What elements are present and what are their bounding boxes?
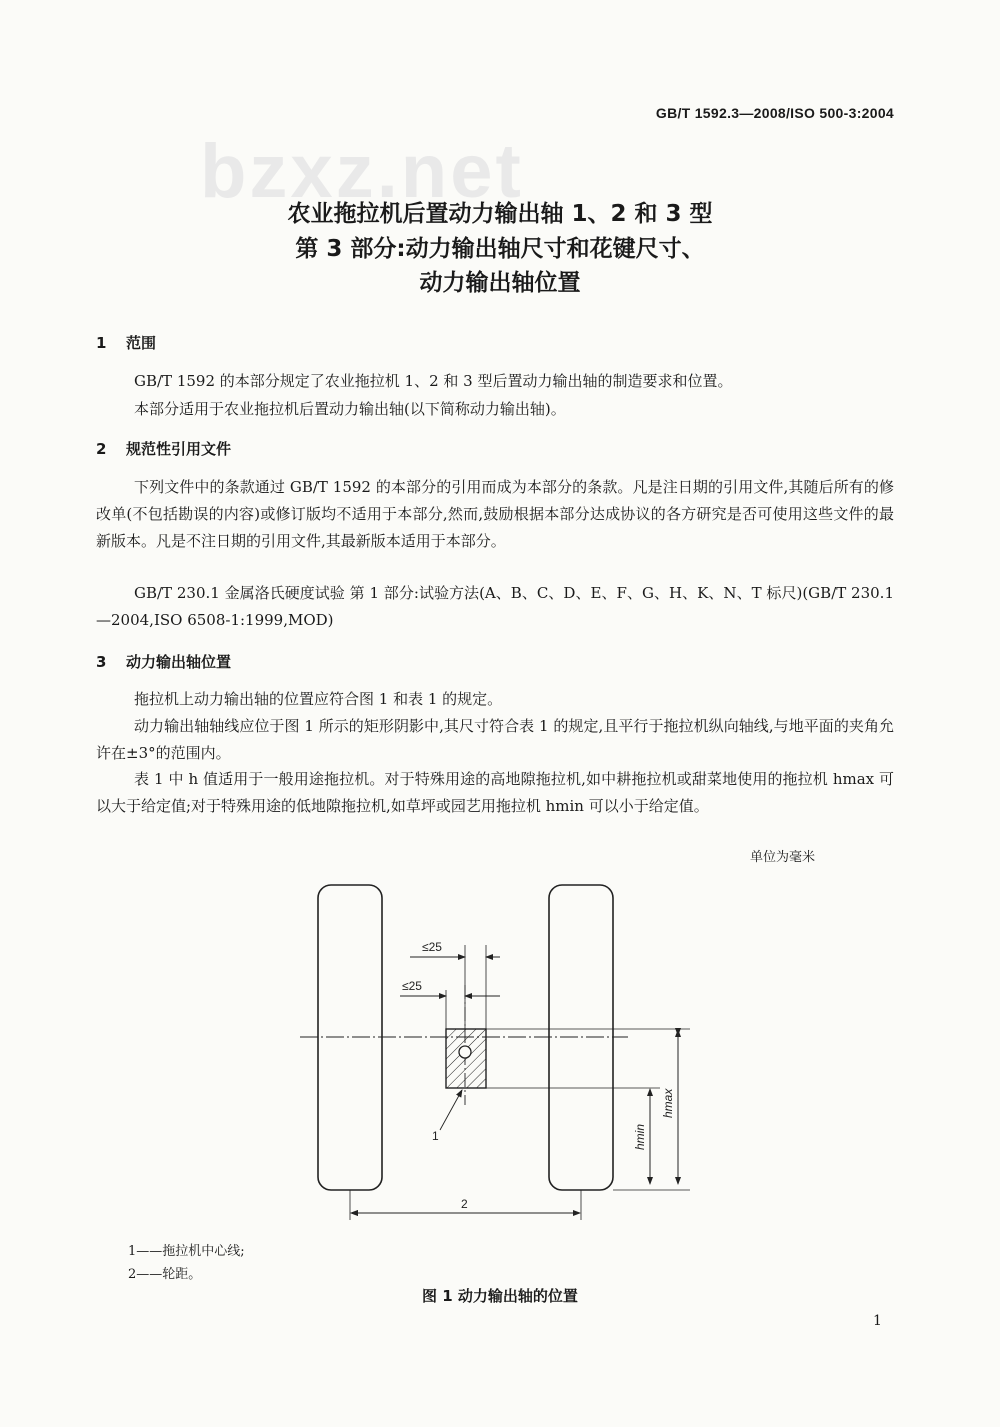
section-title: 范围 xyxy=(126,334,157,352)
left-wheel xyxy=(318,885,382,1190)
dim-bottom-label: ≤25 xyxy=(402,979,422,993)
section-number: 3 xyxy=(96,653,107,671)
label-1: 1 xyxy=(432,1129,439,1143)
unit-note: 单位为毫米 xyxy=(750,850,816,865)
right-wheel xyxy=(549,885,613,1190)
legend-item-1: 1——拖拉机中心线; xyxy=(128,1244,245,1259)
legend-item-2: 2——轮距。 xyxy=(128,1267,202,1282)
h-max-label: hmax xyxy=(661,1088,675,1118)
paragraph: 本部分适用于农业拖拉机后置动力输出轴(以下简称动力输出轴)。 xyxy=(134,400,566,418)
label-2: 2 xyxy=(461,1197,468,1211)
figure-caption: 图 1 动力输出轴的位置 xyxy=(422,1287,578,1305)
section-number: 1 xyxy=(96,334,107,352)
title-line-1: 农业拖拉机后置动力输出轴 1、2 和 3 型 xyxy=(287,201,713,227)
section-title: 动力输出轴位置 xyxy=(126,653,232,671)
h-min-label: hmin xyxy=(633,1123,647,1150)
dim-top-label: ≤25 xyxy=(422,940,442,954)
paragraph: 下列文件中的条款通过 GB/T 1592 的本部分的引用而成为本部分的条款。凡是注日期的引用文件,其随后所有的修改单(不包括勘误的内容)或修订版均不适用于本部分,然而,鼓励根据本部分达成协议的各方研究是否可使用这些文件的最新版本。凡是不注日期的引用文件,其最新版本适用于本部分。 xyxy=(96,478,894,550)
paragraph: 动力输出轴轴线应位于图 1 所示的矩形阴影中,其尺寸符合表 1 的规定,且平行于拖拉机纵向轴线,与地平面的夹角允许在±3°的范围内。 xyxy=(96,717,894,762)
paragraph: 表 1 中 h 值适用于一般用途拖拉机。对于特殊用途的高地隙拖拉机,如中耕拖拉机或甜菜地使用的拖拉机 hmax 可以大于给定值;对于特殊用途的低地隙拖拉机,如草坪或园艺用拖拉机 hmin 可以小于给定值。 xyxy=(96,770,894,815)
pto-shaft-circle xyxy=(459,1046,471,1058)
title-line-2: 第 3 部分:动力输出轴尺寸和花键尺寸、 xyxy=(295,236,705,262)
paragraph: 拖拉机上动力输出轴的位置应符合图 1 和表 1 的规定。 xyxy=(134,690,503,708)
page-number: 1 xyxy=(873,1313,882,1329)
leader-1 xyxy=(440,1090,462,1130)
standard-code: GB/T 1592.3—2008/ISO 500-3:2004 xyxy=(655,105,894,121)
reference-entry: GB/T 230.1 金属洛氏硬度试验 第 1 部分:试验方法(A、B、C、D、E、F、G、H、K、N、T 标尺)(GB/T 230.1—2004,ISO 6508-1:1999,MOD) xyxy=(96,584,894,629)
section-number: 2 xyxy=(96,440,107,458)
section-title: 规范性引用文件 xyxy=(126,440,232,458)
title-line-3: 动力输出轴位置 xyxy=(419,270,581,296)
watermark: bzxz.net xyxy=(200,129,524,214)
paragraph: GB/T 1592 的本部分规定了农业拖拉机 1、2 和 3 型后置动力输出轴的制造要求和位置。 xyxy=(134,372,733,390)
